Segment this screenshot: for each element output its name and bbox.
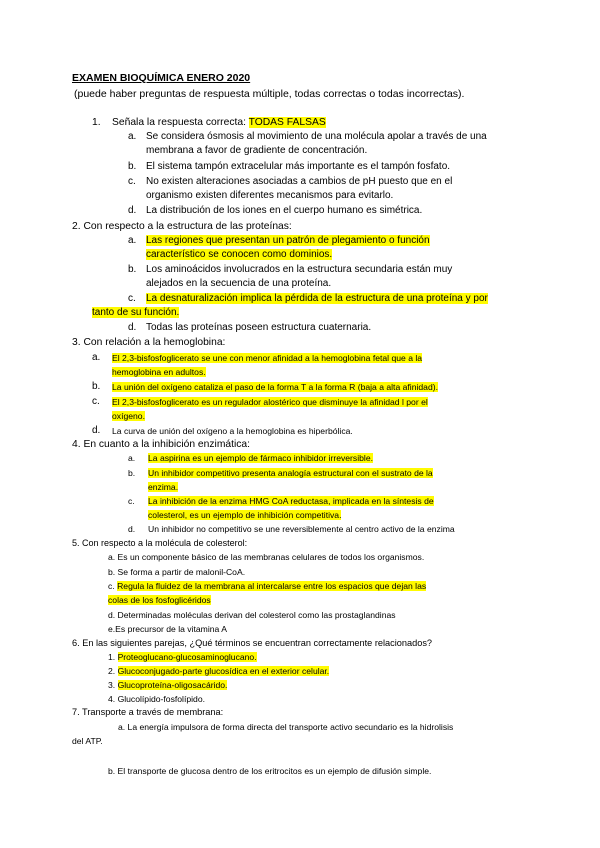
q3-option-d-line1: La curva de unión del oxígeno a la hemoglobina es hiperbólica. bbox=[112, 426, 353, 436]
q5-option-b: b. Se forma a partir de malonil-CoA. bbox=[108, 567, 246, 577]
q2-option-c-marker: c. bbox=[128, 293, 136, 304]
q5-option-d: d. Determinadas moléculas derivan del colesterol como las prostaglandinas bbox=[108, 610, 396, 620]
q2-option-d-line1: Todas las proteínas poseen estructura cuaternaria. bbox=[146, 322, 372, 333]
q3-option-a-line1: El 2,3-bisfosfoglicerato se une con menor afinidad a la hemoglobina fetal que a la bbox=[112, 353, 423, 363]
q6-item-3-text: Glucoproteína-oligosacárido. bbox=[117, 680, 228, 690]
question-7: 7. Transporte a través de membrana: bbox=[72, 707, 224, 717]
q4-option-b-marker: b. bbox=[128, 468, 136, 478]
q2-option-c-line2: tanto de su función. bbox=[92, 307, 180, 318]
q4-option-a-line1: La aspirina es un ejemplo de fármaco inhibidor irreversible. bbox=[148, 453, 373, 463]
q3-option-a bbox=[92, 351, 532, 379]
q5-option-e: e.Es precursor de la vitamina A bbox=[108, 624, 227, 634]
q2-option-a-marker: a. bbox=[128, 235, 137, 246]
q3-option-c-line1: El 2,3-bisfosfoglicerato es un regulador alostérico que disminuye la afinidad l por el bbox=[112, 397, 428, 407]
q1-option-b-line1: El sistema tampón extracelular más importante es el tampón fosfato. bbox=[146, 161, 451, 172]
question-1-highlight: TODAS FALSAS bbox=[248, 117, 326, 128]
q3-option-b bbox=[92, 380, 542, 394]
q1-option-c-marker: c. bbox=[128, 176, 136, 187]
q3-option-c-marker: c. bbox=[92, 396, 100, 407]
q5-option-a: a. Es un componente básico de las membranas celulares de todos los organismos. bbox=[108, 552, 425, 562]
q4-option-b-line2: enzima. bbox=[148, 482, 179, 492]
q5-option-c bbox=[108, 579, 538, 607]
q1-option-a bbox=[128, 130, 548, 158]
q7-option-a-line1: a. La energía impulsora de forma directa del transporte activo secundario es la hidrolisis bbox=[118, 722, 454, 732]
q1-option-b-marker: b. bbox=[128, 161, 137, 172]
exam-title: EXAMEN BIOQUÍMICA ENERO 2020 bbox=[72, 72, 251, 84]
q1-option-a-line2: membrana a favor de gradiente de concentración. bbox=[146, 145, 368, 156]
q5-option-c-marker: c. bbox=[108, 581, 118, 591]
q2-option-c-continuation bbox=[92, 306, 179, 320]
question-2: 2. Con respecto a la estructura de las proteínas: bbox=[72, 221, 292, 232]
q6-item-1-marker: 1. bbox=[108, 652, 116, 662]
q3-option-c bbox=[92, 395, 532, 423]
q1-option-d-marker: d. bbox=[128, 205, 137, 216]
q4-option-c-marker: c. bbox=[128, 496, 135, 506]
q6-item-4-text: Glucolípido-fosfolípido. bbox=[117, 694, 205, 704]
q3-option-d bbox=[92, 424, 532, 438]
q2-option-b-line2: alejados en la secuencia de una proteína. bbox=[146, 278, 332, 289]
q6-item-3-marker: 3. bbox=[108, 680, 116, 690]
question-1-text: Señala la respuesta correcta: bbox=[112, 117, 249, 128]
q6-item-2 bbox=[108, 664, 329, 678]
q1-option-d bbox=[128, 204, 548, 218]
q7-option-b: b. El transporte de glucosa dentro de los eritrocitos es un ejemplo de difusión simple. bbox=[108, 766, 432, 776]
q4-option-a-marker: a. bbox=[128, 453, 136, 463]
q1-option-d-line1: La distribución de los iones en el cuerpo humano es simétrica. bbox=[146, 205, 423, 216]
q2-option-c-line1: La desnaturalización implica la pérdida de la estructura de una proteína y por bbox=[146, 293, 488, 304]
q6-item-1-text: Proteoglucano-glucosaminoglucano. bbox=[117, 652, 257, 662]
q3-option-a-marker: a. bbox=[92, 352, 101, 363]
q1-option-a-line1: Se considera ósmosis al movimiento de una molécula apolar a través de una bbox=[146, 131, 487, 142]
q2-option-b-line1: Los aminoácidos involucrados en la estructura secundaria están muy bbox=[146, 264, 453, 275]
q4-option-c-line2: colesterol, es un ejemplo de inhibición competitiva. bbox=[148, 510, 342, 520]
q6-item-4-marker: 4. bbox=[108, 694, 116, 704]
question-1-number: 1. bbox=[92, 117, 101, 128]
q1-option-a-marker: a. bbox=[128, 131, 137, 142]
q4-option-d-line1: Un inhibidor no competitivo se une reversiblemente al centro activo de la enzima bbox=[148, 524, 455, 534]
q1-option-c-line1: No existen alteraciones asociadas a cambios de pH puesto que en el bbox=[146, 176, 453, 187]
q6-item-2-text: Glucoconjugado-parte glucosídica en el exterior celular. bbox=[117, 666, 330, 676]
q3-option-b-marker: b. bbox=[92, 381, 101, 392]
q4-option-c bbox=[128, 494, 548, 522]
question-1 bbox=[112, 116, 326, 130]
q4-option-d-marker: d. bbox=[128, 524, 136, 534]
q1-option-b bbox=[128, 160, 548, 174]
q2-option-d-marker: d. bbox=[128, 322, 137, 333]
q5-option-c-line2: colas de los fosfoglicéridos bbox=[108, 595, 211, 605]
q6-item-2-marker: 2. bbox=[108, 666, 116, 676]
q3-option-c-line2: oxígeno. bbox=[112, 411, 145, 421]
q4-option-d bbox=[128, 522, 568, 536]
q2-option-a bbox=[128, 234, 548, 262]
q1-option-c bbox=[128, 175, 548, 203]
q3-option-b-line1: La unión del oxígeno cataliza el paso de la forma T a la forma R (baja a alta afinidad). bbox=[112, 382, 438, 392]
q2-option-c bbox=[128, 292, 558, 306]
q4-option-a bbox=[128, 451, 548, 465]
q1-option-c-line2: organismo existen diferentes mecanismos para evitarlo. bbox=[146, 190, 394, 201]
question-3: 3. Con relación a la hemoglobina: bbox=[72, 337, 226, 348]
q2-option-a-line1: Las regiones que presentan un patrón de plegamiento o función bbox=[146, 235, 430, 246]
q2-option-b bbox=[128, 263, 548, 291]
q2-option-a-line2: característico se conocen como dominios. bbox=[146, 249, 333, 260]
q6-item-4 bbox=[108, 692, 205, 706]
q4-option-b bbox=[128, 466, 548, 494]
q7-option-a-line2: del ATP. bbox=[72, 736, 103, 746]
q2-option-b-marker: b. bbox=[128, 264, 137, 275]
question-5: 5. Con respecto a la molécula de colesterol: bbox=[72, 538, 248, 548]
exam-subtitle: (puede haber preguntas de respuesta múltiple, todas correctas o todas incorrectas). bbox=[74, 88, 465, 100]
q3-option-d-marker: d. bbox=[92, 425, 101, 436]
q3-option-a-line2: hemoglobina en adultos. bbox=[112, 367, 206, 377]
question-4: 4. En cuanto a la inhibición enzimática: bbox=[72, 439, 251, 450]
q4-option-c-line1: La inhibición de la enzima HMG CoA reductasa, implicada en la síntesis de bbox=[148, 496, 434, 506]
q6-item-1 bbox=[108, 650, 257, 664]
question-6: 6. En las siguientes parejas, ¿Qué términos se encuentran correctamente relacionados? bbox=[72, 638, 433, 648]
q6-item-3 bbox=[108, 678, 227, 692]
q2-option-d bbox=[128, 321, 548, 335]
q4-option-b-line1: Un inhibidor competitivo presenta analogía estructural con el sustrato de la bbox=[148, 468, 433, 478]
q5-option-c-line1: Regula la fluidez de la membrana al intercalarse entre los espacios que dejan las bbox=[117, 581, 427, 591]
